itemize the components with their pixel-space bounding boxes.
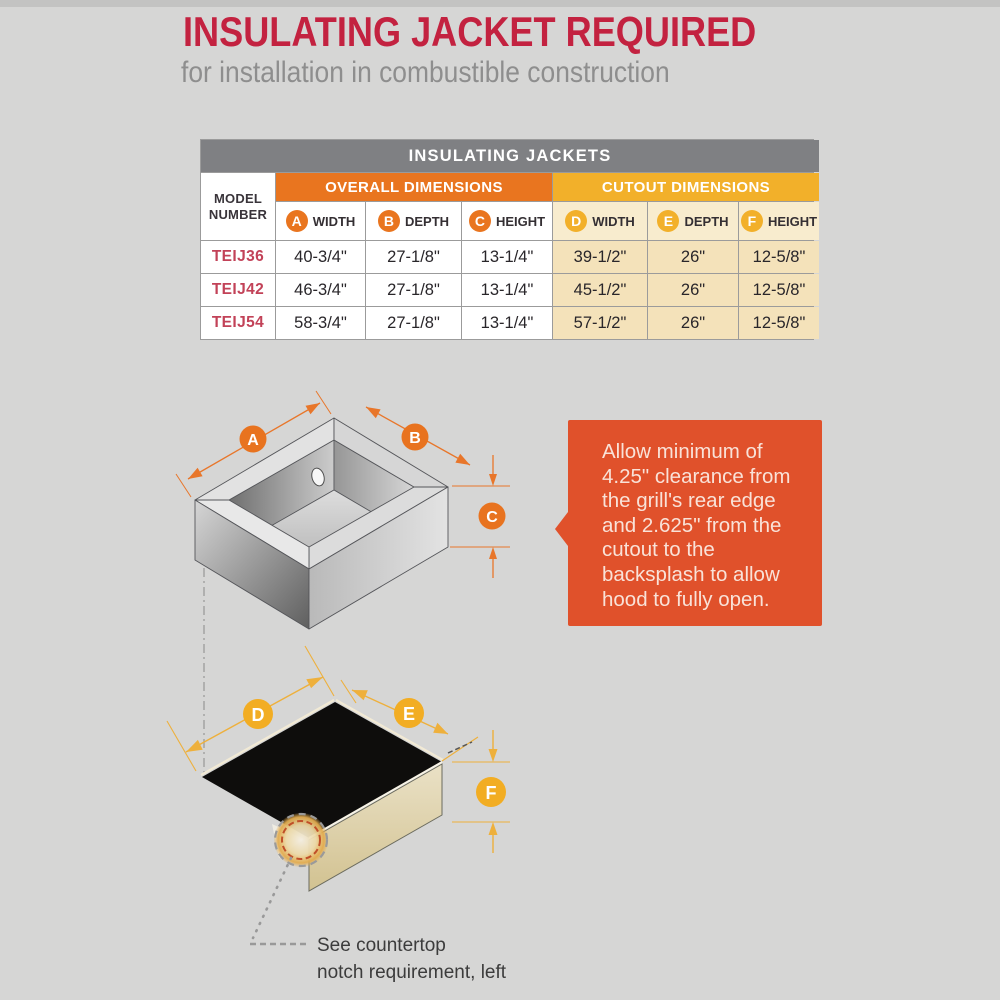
jacket-drawing — [195, 418, 448, 629]
table-cell: 13-1/4" — [462, 307, 552, 339]
page-title: INSULATING JACKET REQUIRED — [183, 8, 757, 55]
clearance-callout — [568, 420, 822, 626]
note-leader-line — [253, 858, 291, 938]
model-number-header: MODEL NUMBER — [201, 173, 275, 240]
callout-pointer-icon — [555, 512, 568, 546]
table-cell: 46-3/4" — [276, 274, 365, 306]
svg-text:D: D — [251, 705, 265, 725]
table-title: INSULATING JACKETS — [201, 140, 819, 172]
table-cell: 12-5/8" — [739, 307, 819, 339]
dim-d-badge-icon: D — [565, 210, 587, 232]
cutout-dimensions-header: CUTOUT DIMENSIONS — [553, 173, 819, 201]
callout-text: Allow minimum of 4.25" clearance from the grill's rear edge and 2.625" from the cutout to the backsplash to allow hood to fully open. — [602, 440, 791, 611]
column-header-a-width: A WIDTH — [276, 202, 365, 240]
svg-text:F: F — [485, 783, 497, 803]
table-cell: 39-1/2" — [553, 241, 647, 273]
table-cell: 13-1/4" — [462, 241, 552, 273]
table-row-model: TEIJ54 — [201, 307, 275, 339]
table-row-model: TEIJ42 — [201, 274, 275, 306]
page-subtitle: for installation in combustible construction — [181, 56, 670, 89]
dim-f-badge-icon: F — [741, 210, 763, 232]
column-header-e-depth: E DEPTH — [648, 202, 738, 240]
table-cell: 27-1/8" — [366, 274, 461, 306]
overall-dimensions-header: OVERALL DIMENSIONS — [276, 173, 552, 201]
svg-text:E: E — [402, 704, 416, 724]
table-cell: 27-1/8" — [366, 307, 461, 339]
table-cell: 13-1/4" — [462, 274, 552, 306]
table-cell: 27-1/8" — [366, 241, 461, 273]
dim-a-badge-icon: A — [286, 210, 308, 232]
dim-c-badge-icon: C — [469, 210, 491, 232]
table-cell: 45-1/2" — [553, 274, 647, 306]
table-cell: 12-5/8" — [739, 274, 819, 306]
column-header-d-width: D WIDTH — [553, 202, 647, 240]
table-cell: 26" — [648, 274, 738, 306]
table-cell: 57-1/2" — [553, 307, 647, 339]
svg-text:C: C — [486, 509, 498, 526]
column-header-b-depth: B DEPTH — [366, 202, 461, 240]
cutout-drawing — [201, 700, 443, 944]
table-cell: 12-5/8" — [739, 241, 819, 273]
column-header-c-height: C HEIGHT — [462, 202, 552, 240]
dim-e-badge-icon: E — [657, 210, 679, 232]
svg-text:A: A — [247, 432, 259, 449]
svg-text:B: B — [409, 430, 421, 447]
dim-b-badge-icon: B — [378, 210, 400, 232]
table-cell: 26" — [648, 307, 738, 339]
table-cell: 58-3/4" — [276, 307, 365, 339]
table-cell: 26" — [648, 241, 738, 273]
column-header-f-height: F HEIGHT — [739, 202, 819, 240]
table-cell: 40-3/4" — [276, 241, 365, 273]
table-row-model: TEIJ36 — [201, 241, 275, 273]
countertop-notch-note: See countertop notch requirement, left — [317, 935, 507, 983]
